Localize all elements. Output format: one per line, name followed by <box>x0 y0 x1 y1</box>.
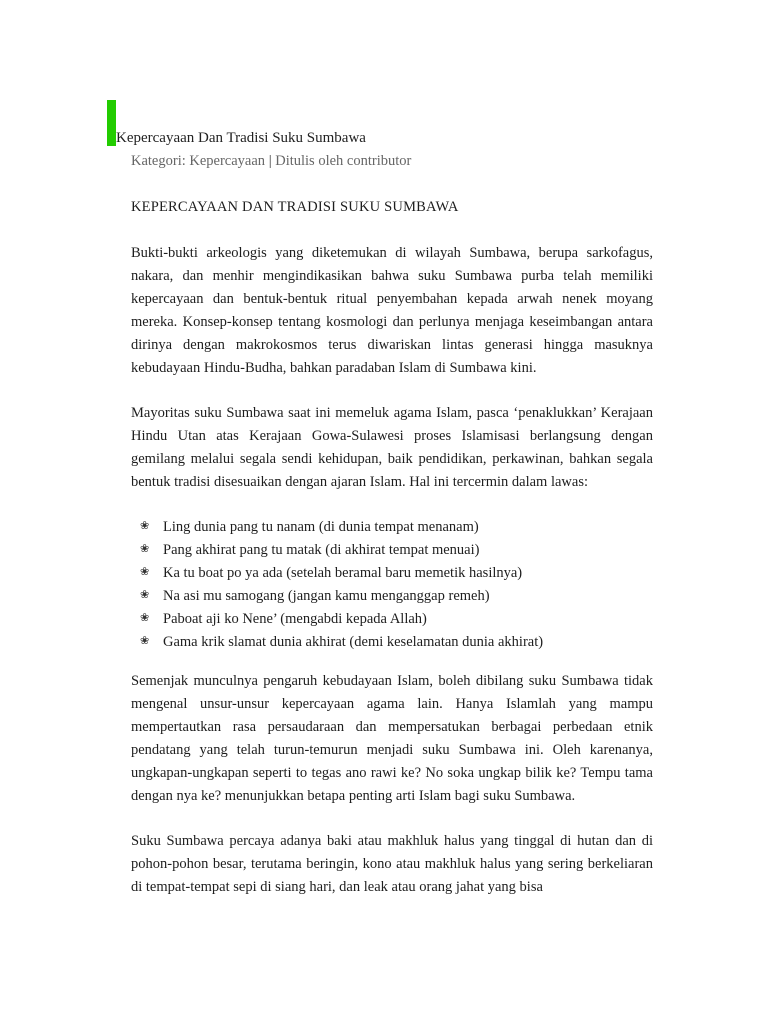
section-heading: KEPERCAYAAN DAN TRADISI SUKU SUMBAWA <box>131 199 459 215</box>
paragraph-4: Suku Sumbawa percaya adanya baki atau makhluk halus yang tinggal di hutan dan di pohon-pohon besar, terutama beringin, kono atau makhluk halus yang sering berkeliaran di tempat-tempat sepi di siang hari, dan leak atau orang jahat yang bisa <box>131 833 653 895</box>
flower-bullet-icon: ❀ <box>140 589 150 601</box>
meta-separator: | <box>268 153 272 169</box>
paragraph-3: Semenjak munculnya pengaruh kebudayaan Islam, boleh dibilang suku Sumbawa tidak mengenal unsur-unsur kepercayaan agama lain. Hanya Islamlah yang mampu mempertautkan rasa persaudaraan dan mempersatukan berbagai perbedaan etnik pendatang yang telah turun-temurun menjadi suku Sumbawa ini. Oleh karenanya, ungkapan-ungkapan seperti to tegas ano rawi ke? No soka ungkap bilik ke? Tempu tama dengan nya ke? menunjukkan betapa penting arti Islam bagi suku Sumbawa. <box>131 673 653 804</box>
flower-bullet-icon: ❀ <box>140 543 150 555</box>
paragraph-2: Mayoritas suku Sumbawa saat ini memeluk agama Islam, pasca ‘penaklukkan’ Kerajaan Hindu Utan atas Kerajaan Gowa-Sulawesi proses Islamisasi berlangsung dengan gemilang melalui segala sendi kehidupan, baik pendidikan, perkawinan, bahkan segala bentuk tradisi disesuaikan dengan ajaran Islam. Hal ini tercermin dalam lawas: <box>131 405 653 490</box>
lawas-item-6 <box>131 631 653 654</box>
lawas-item-text: Ka tu boat po ya ada (setelah beramal baru memetik hasilnya) <box>163 565 523 581</box>
lawas-item-2 <box>131 539 653 562</box>
author-label: Ditulis oleh contributor <box>275 153 412 169</box>
document-meta <box>131 151 411 171</box>
lawas-item-text: Ling dunia pang tu nanam (di dunia tempat menanam) <box>163 519 479 535</box>
lawas-item-text: Na asi mu samogang (jangan kamu menganggap remeh) <box>163 588 490 604</box>
lawas-item-5 <box>131 608 653 631</box>
category-label: Kategori: Kepercayaan <box>131 153 266 169</box>
lawas-list <box>131 516 653 654</box>
flower-bullet-icon: ❀ <box>140 520 150 532</box>
lawas-item-text: Pang akhirat pang tu matak (di akhirat tempat menuai) <box>163 542 480 558</box>
document-body <box>131 196 653 921</box>
document-title: Kepercayaan Dan Tradisi Suku Sumbawa <box>116 130 366 146</box>
flower-bullet-icon: ❀ <box>140 566 150 578</box>
lawas-item-4 <box>131 585 653 608</box>
lawas-item-text: Paboat aji ko Nene’ (mengabdi kepada Allah) <box>163 611 427 627</box>
lawas-item-text: Gama krik slamat dunia akhirat (demi keselamatan dunia akhirat) <box>163 634 544 650</box>
flower-bullet-icon: ❀ <box>140 635 150 647</box>
flower-bullet-icon: ❀ <box>140 612 150 624</box>
lawas-item-1 <box>131 516 653 539</box>
paragraph-1: Bukti-bukti arkeologis yang diketemukan di wilayah Sumbawa, berupa sarkofagus, nakara, dan menhir mengindikasikan bahwa suku Sumbawa purba telah memiliki kepercayaan dan bentuk-bentuk ritual penyembahan kepada arwah nenek moyang mereka. Konsep-konsep tentang kosmologi dan perlunya menjaga keseimbangan antara dirinya dengan makrokosmos terus diwariskan lintas generasi hingga masuknya kebudayaan Hindu-Budha, bahkan paradaban Islam di Sumbawa kini. <box>131 245 653 376</box>
lawas-item-3 <box>131 562 653 585</box>
title-accent-bar <box>107 100 116 146</box>
